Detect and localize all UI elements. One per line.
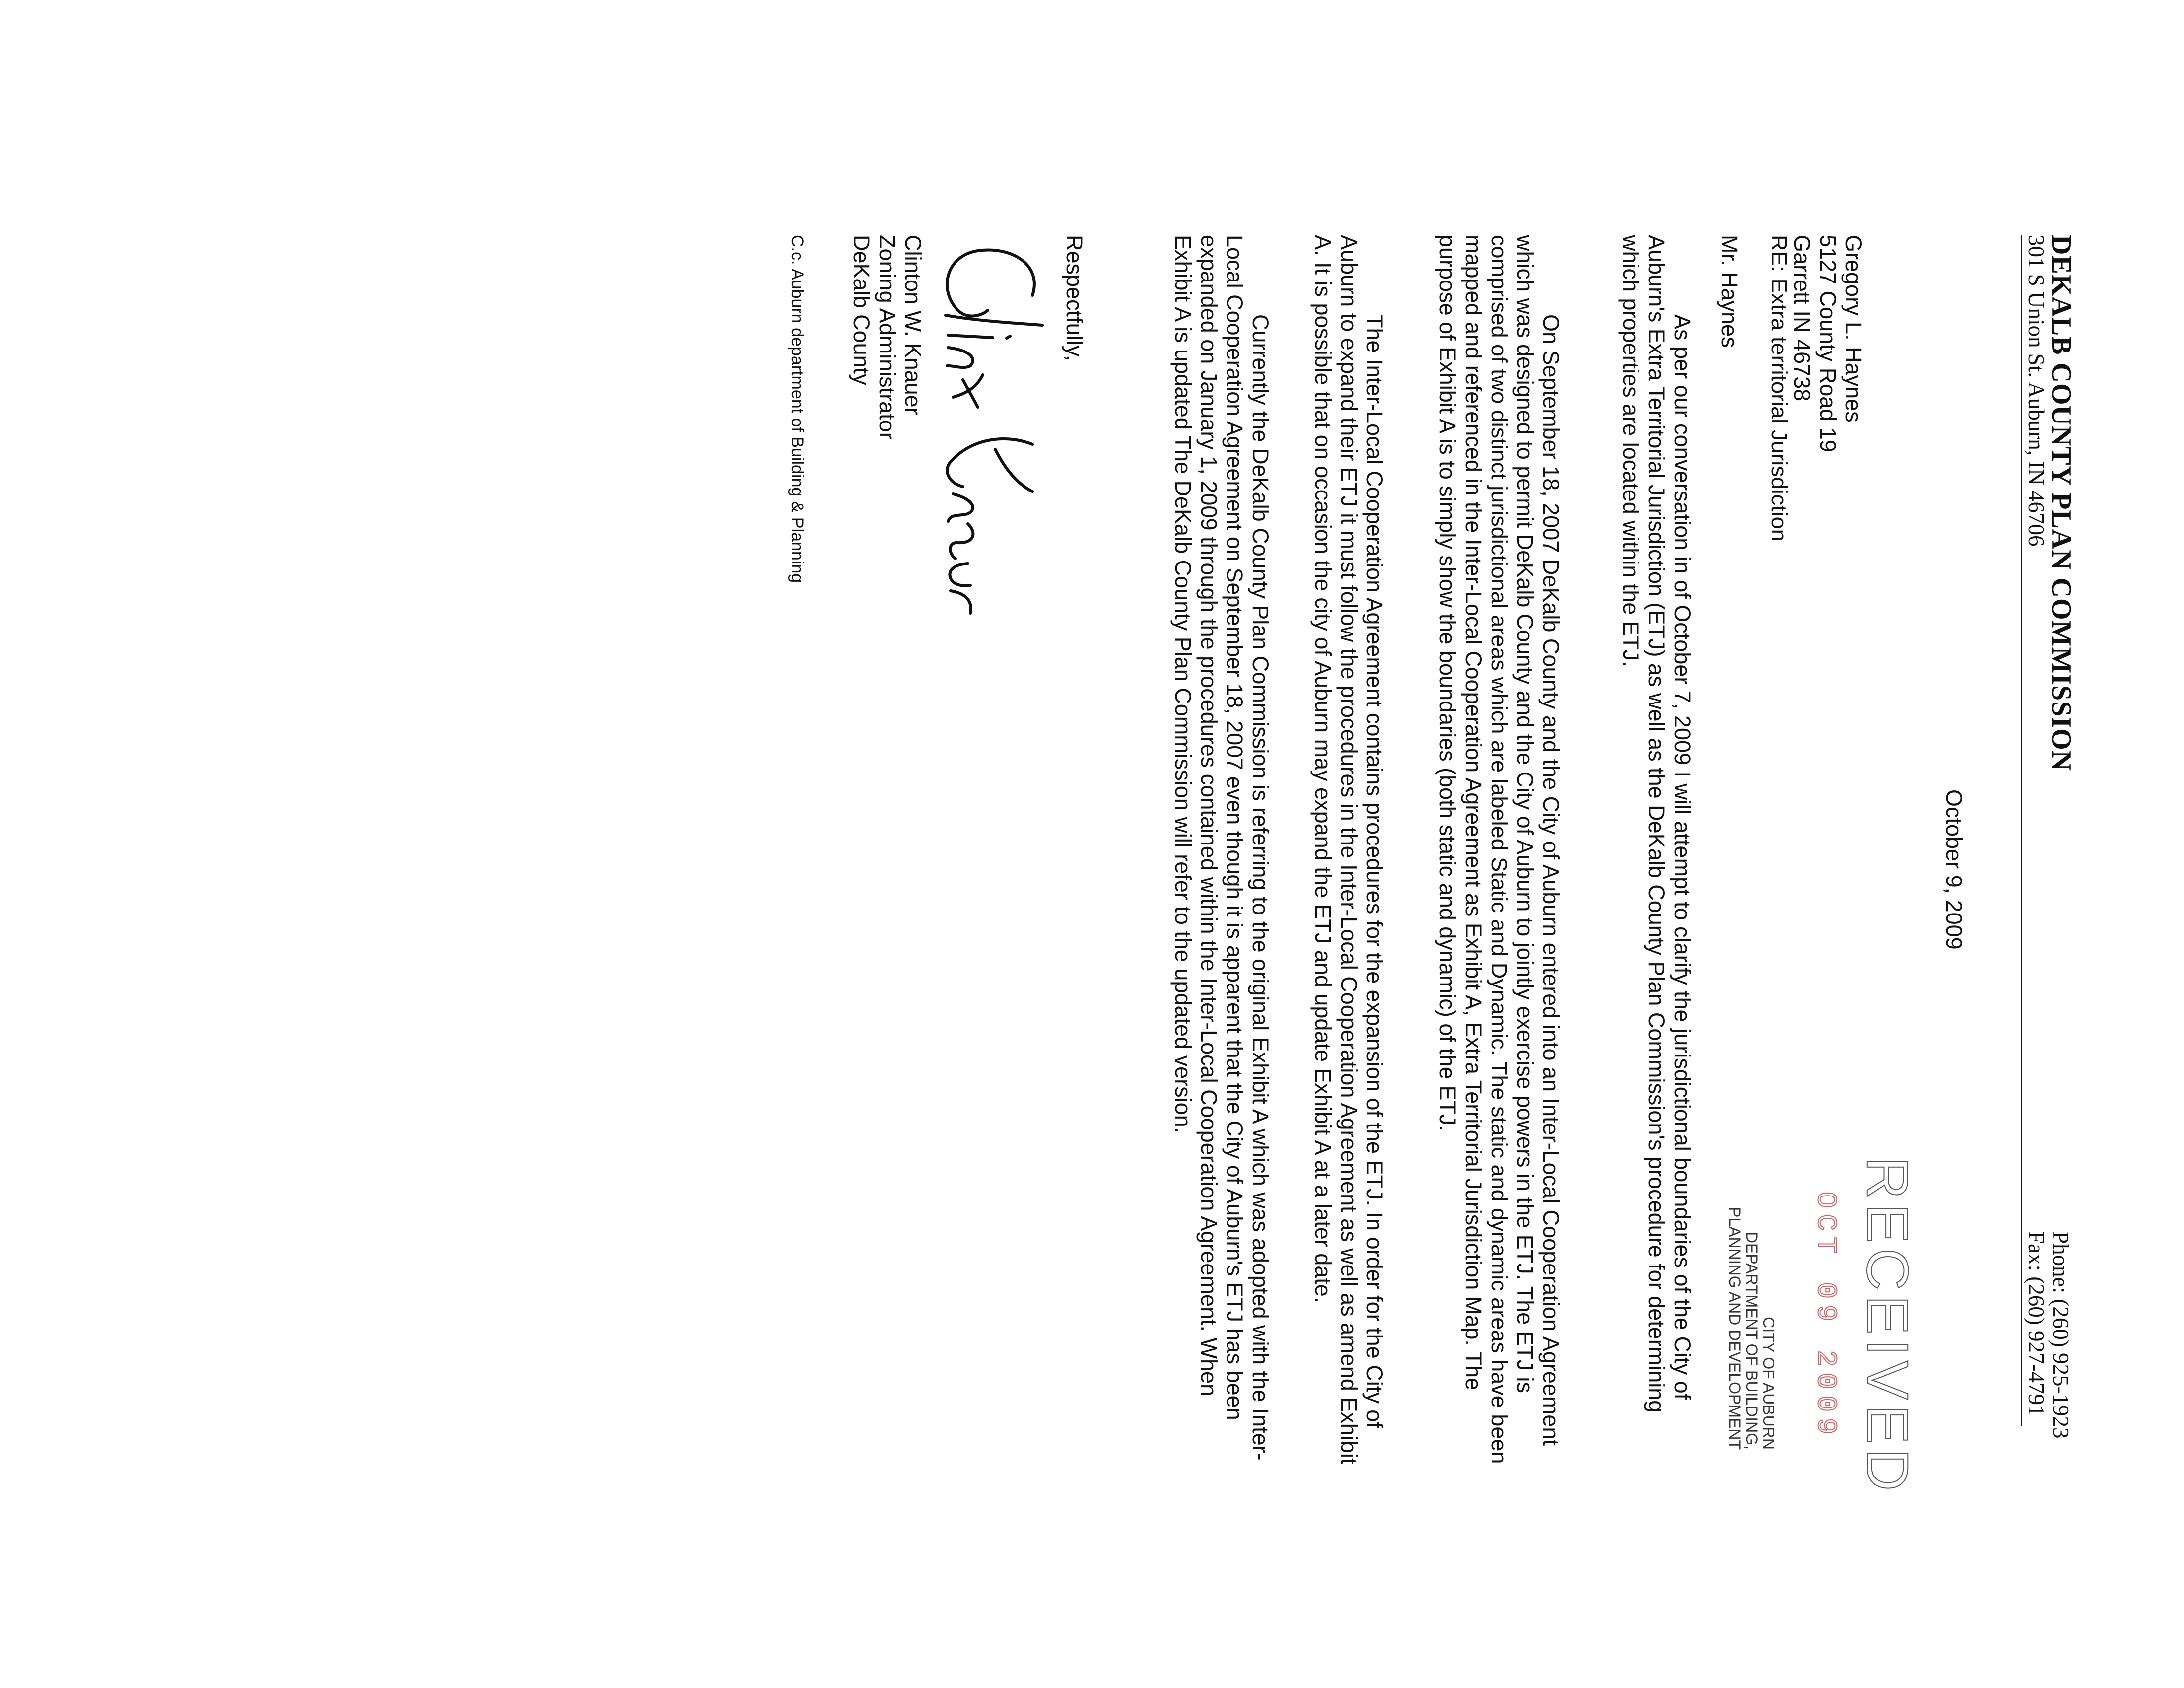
recipient-address — [1789, 235, 1866, 452]
salutation: Mr. Haynes — [1717, 235, 1742, 348]
closing: Respectfully, — [1062, 235, 1087, 361]
signer-block — [848, 235, 926, 440]
body-paragraph-2: On September 18, 2007 DeKalb County and the City of Auburn entered into an Inter-Local Cooperation Agreement which was designed to permit DeKalb County and the City of Auburn to jointly exercise powers in the ETJ. The ETJ is comprised of two distinct jurisdictional areas which are labeled Static and Dynamic. The static and dynamic areas have been mapped and referenced in the Inter-Local Cooperation Agreement as Exhibit A, Extra Territorial Jurisdiction Map. The purpose of Exhibit A is to simply show the boundaries (both static and dynamic) of the ETJ. — [1435, 235, 1564, 1464]
letterhead-title: DEKALB COUNTY PLAN COMMISSION — [2046, 235, 2077, 772]
stamp-office-line: DEPARTMENT OF BUILDING, — [1743, 1231, 1761, 1450]
received-stamp-office — [1726, 1182, 1777, 1450]
stamp-office-line: CITY OF AUBURN — [1760, 1317, 1777, 1450]
handwritten-signature — [923, 236, 1052, 623]
letterhead-address: 301 S Union St. Auburn, IN 46706 — [2021, 235, 2049, 1426]
signer-name: Clinton W. Knauer — [900, 235, 926, 415]
carbon-copy-line: C.c. Auburn department of Building & Planning — [788, 235, 807, 583]
letterhead-phone: Phone: (260) 925-1923 — [2048, 1231, 2073, 1439]
signer-org: DeKalb County — [849, 235, 874, 385]
stamp-office-line: PLANNING AND DEVELOPMENT — [1726, 1207, 1744, 1450]
signer-title: Zoning Administrator — [875, 235, 900, 440]
recipient-street: 5127 County Road 19 — [1815, 235, 1841, 452]
letter-date: October 9, 2009 — [1941, 789, 1967, 950]
re-line: RE: Extra territorial Jurisdiction — [1767, 235, 1792, 542]
recipient-name: Gregory L. Haynes — [1841, 235, 1866, 422]
recipient-city: Garrett IN 46738 — [1789, 235, 1815, 402]
received-stamp: RECEIVED — [1854, 1157, 1920, 1496]
body-paragraph-3: The Inter-Local Cooperation Agreement contains procedures for the expansion of the ETJ. In order for the City of Auburn to expand their ETJ it must follow the procedures in the Inter-Local Cooperation Agreement as well as amend Exhibit A. It is possible that on occasion the city of Auburn may expand the ETJ and update Exhibit A at a later date. — [1310, 235, 1387, 1465]
received-stamp-date: OCT 09 2009 — [1810, 1192, 1842, 1441]
body-paragraph-4: Currently the DeKalb County Plan Commission is referring to the original Exhibit A which was adopted with the Inter-Local Cooperation Agreement on September 18, 2007 even though it is apparent that the City of Auburn's ETJ has been expanded on January 1, 2009 through the procedures contained within the Inter-Local Cooperation Agreement. When Exhibit A is updated The DeKalb County Plan Commission will refer to the updated version. — [1170, 235, 1273, 1461]
body-paragraph-1: As per our conversation in of October 7, 2009 I will attempt to clarify the jurisdictional boundaries of the City of Auburn's Extra Territorial Jurisdiction (ETJ) as well as the DeKalb County Plan Commission's procedure for determining which properties are located within the ETJ. — [1618, 235, 1695, 1413]
letterhead-fax: Fax: (260) 927-4791 — [2024, 1231, 2048, 1416]
